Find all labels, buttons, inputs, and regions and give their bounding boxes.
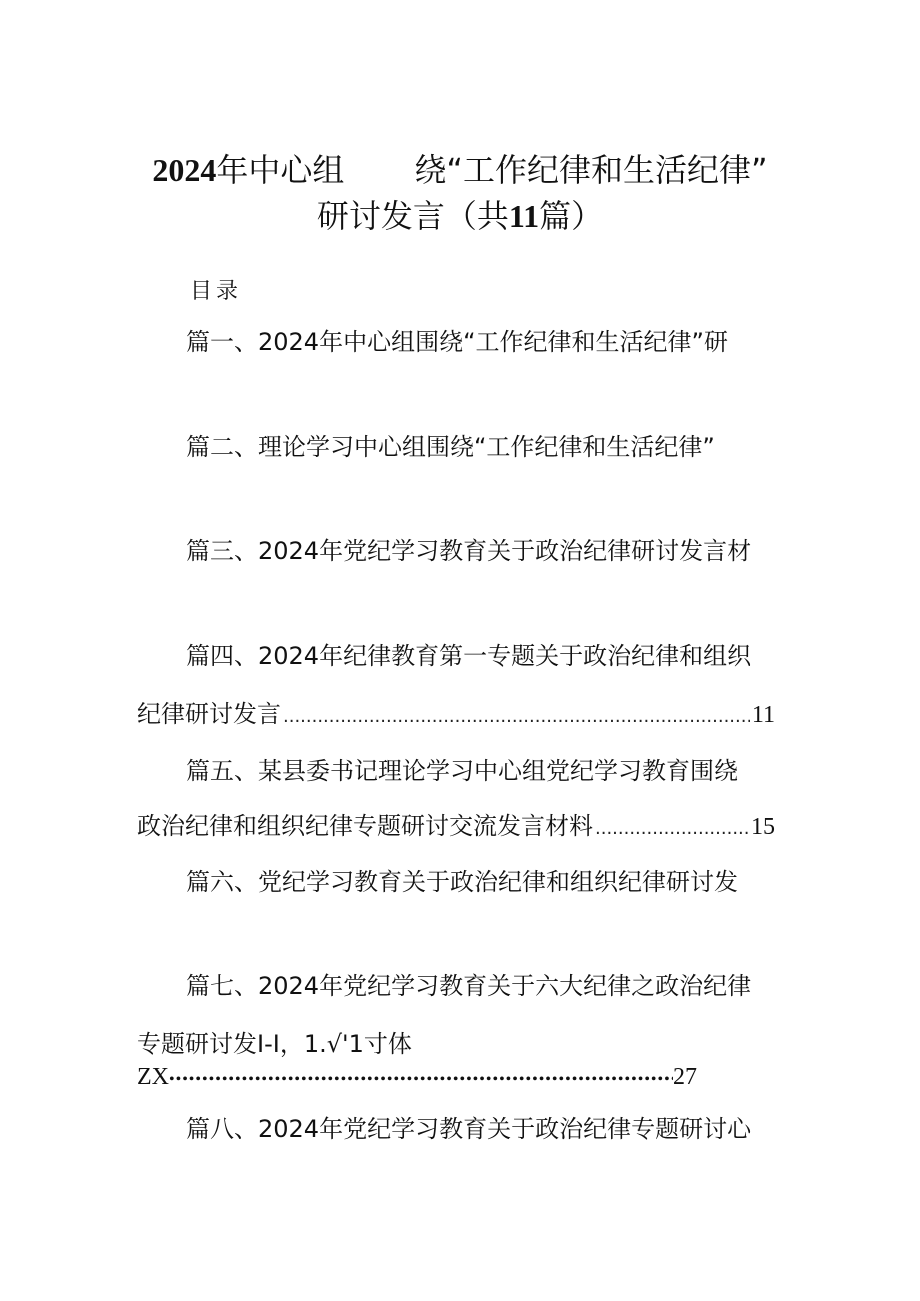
toc-entry-5-page: 15: [751, 814, 775, 840]
toc-entry-5-continuation: [137, 810, 775, 845]
toc-entry-5-tail: 政治纪律和组织纪律专题研讨交流发言材料: [137, 812, 593, 840]
toc-entry-7: 篇七、2024年党纪学习教育关于六大纪律之政治纪律: [186, 972, 752, 1000]
dot-leader: [283, 701, 750, 733]
toc-entry-6: 篇六、党纪学习教育关于政治纪律和组织纪律研讨发: [186, 868, 738, 896]
toc-heading: 目录: [190, 279, 243, 304]
bullet-leader: [169, 1065, 673, 1095]
toc-entry-4-tail: 纪律研讨发言: [137, 700, 281, 728]
toc-entry-5: 篇五、某县委书记理论学习中心组党纪学习教育围绕: [186, 757, 738, 785]
toc-entry-4-page: 11: [751, 702, 775, 728]
toc-entry-4-continuation: [137, 698, 775, 733]
toc-entry-2: 篇二、理论学习中心组围绕“工作纪律和生活纪律”: [186, 433, 715, 461]
toc-entry-7-prefix: ZX: [137, 1064, 169, 1090]
toc-entry-1: 篇一、2024年中心组围绕“工作纪律和生活纪律”研: [186, 328, 728, 356]
document-title-line-1: 2024年中心组 绕“工作纪律和生活纪律”: [152, 151, 768, 189]
toc-entry-7-continuation: 专题研讨发I-I，1.√'1寸体: [137, 1030, 412, 1058]
toc-entry-7-leader-line: [137, 1062, 697, 1095]
toc-entry-7-page: 27: [673, 1064, 697, 1090]
toc-entry-4: 篇四、2024年纪律教育第一专题关于政治纪律和组织: [186, 642, 752, 670]
toc-entry-8: 篇八、2024年党纪学习教育关于政治纪律专题研讨心: [186, 1115, 752, 1143]
document-title-line-2: 研讨发言（共11篇）: [316, 197, 604, 235]
dot-leader: [595, 813, 749, 845]
toc-entry-3: 篇三、2024年党纪学习教育关于政治纪律研讨发言材: [186, 537, 752, 565]
